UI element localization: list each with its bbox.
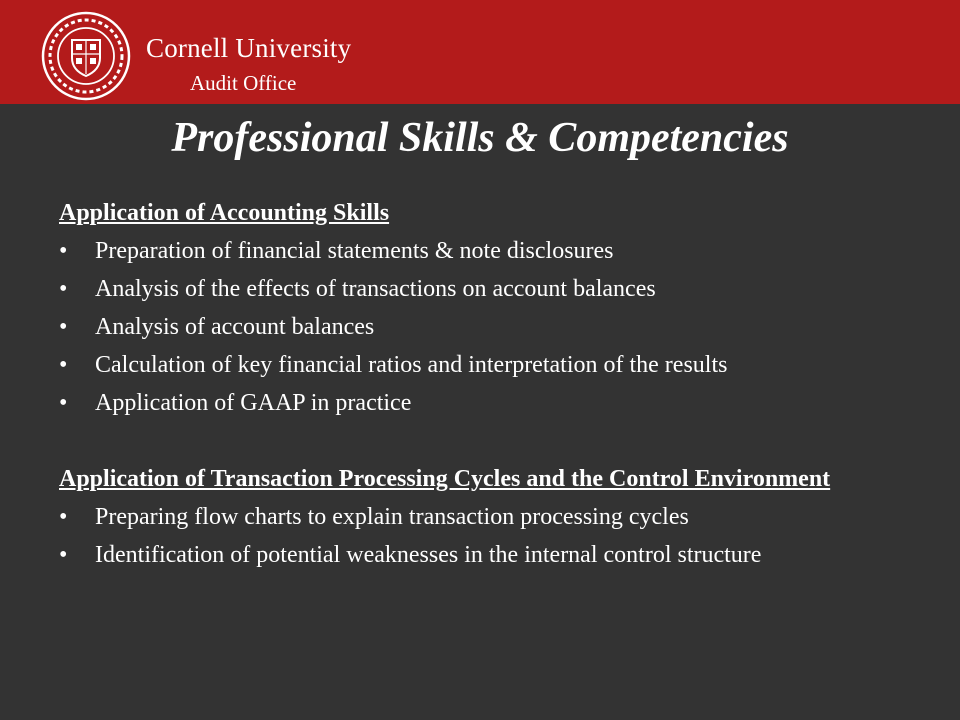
list-item-text: Preparing flow charts to explain transaction processing cycles	[95, 504, 689, 530]
list-item	[59, 232, 919, 270]
bullet-icon: •	[59, 390, 68, 416]
cornell-seal-logo	[40, 10, 132, 102]
list-item	[59, 536, 919, 574]
bullet-icon: •	[59, 504, 68, 530]
list-item	[59, 498, 919, 536]
list-item	[59, 346, 919, 384]
bullet-icon: •	[59, 542, 68, 568]
bullet-icon: •	[59, 238, 68, 264]
transaction-cycles-list	[59, 498, 919, 574]
accounting-skills-list	[59, 232, 919, 422]
university-name: Cornell University	[146, 33, 352, 63]
section-heading-accounting: Application of Accounting Skills	[59, 200, 390, 226]
list-item-text: Analysis of account balances	[95, 314, 375, 340]
section-heading-transaction-cycles: Application of Transaction Processing Cycles and the Control Environment	[59, 466, 831, 492]
slide-content	[59, 194, 919, 574]
bullet-icon: •	[59, 352, 68, 378]
list-item	[59, 270, 919, 308]
department-name: Audit Office	[190, 71, 297, 95]
list-item-text: Calculation of key financial ratios and interpretation of the results	[95, 352, 728, 378]
list-item-text: Identification of potential weaknesses in the internal control structure	[95, 542, 762, 568]
list-item	[59, 308, 919, 346]
header-band	[0, 0, 960, 104]
bullet-icon: •	[59, 276, 68, 302]
list-item	[59, 384, 919, 422]
list-item-text: Application of GAAP in practice	[95, 390, 412, 416]
list-item-text: Preparation of financial statements & note disclosures	[95, 238, 614, 264]
list-item-text: Analysis of the effects of transactions on account balances	[95, 276, 656, 302]
section-spacer	[59, 422, 919, 460]
slide-title: Professional Skills & Competencies	[171, 115, 789, 161]
bullet-icon: •	[59, 314, 68, 340]
